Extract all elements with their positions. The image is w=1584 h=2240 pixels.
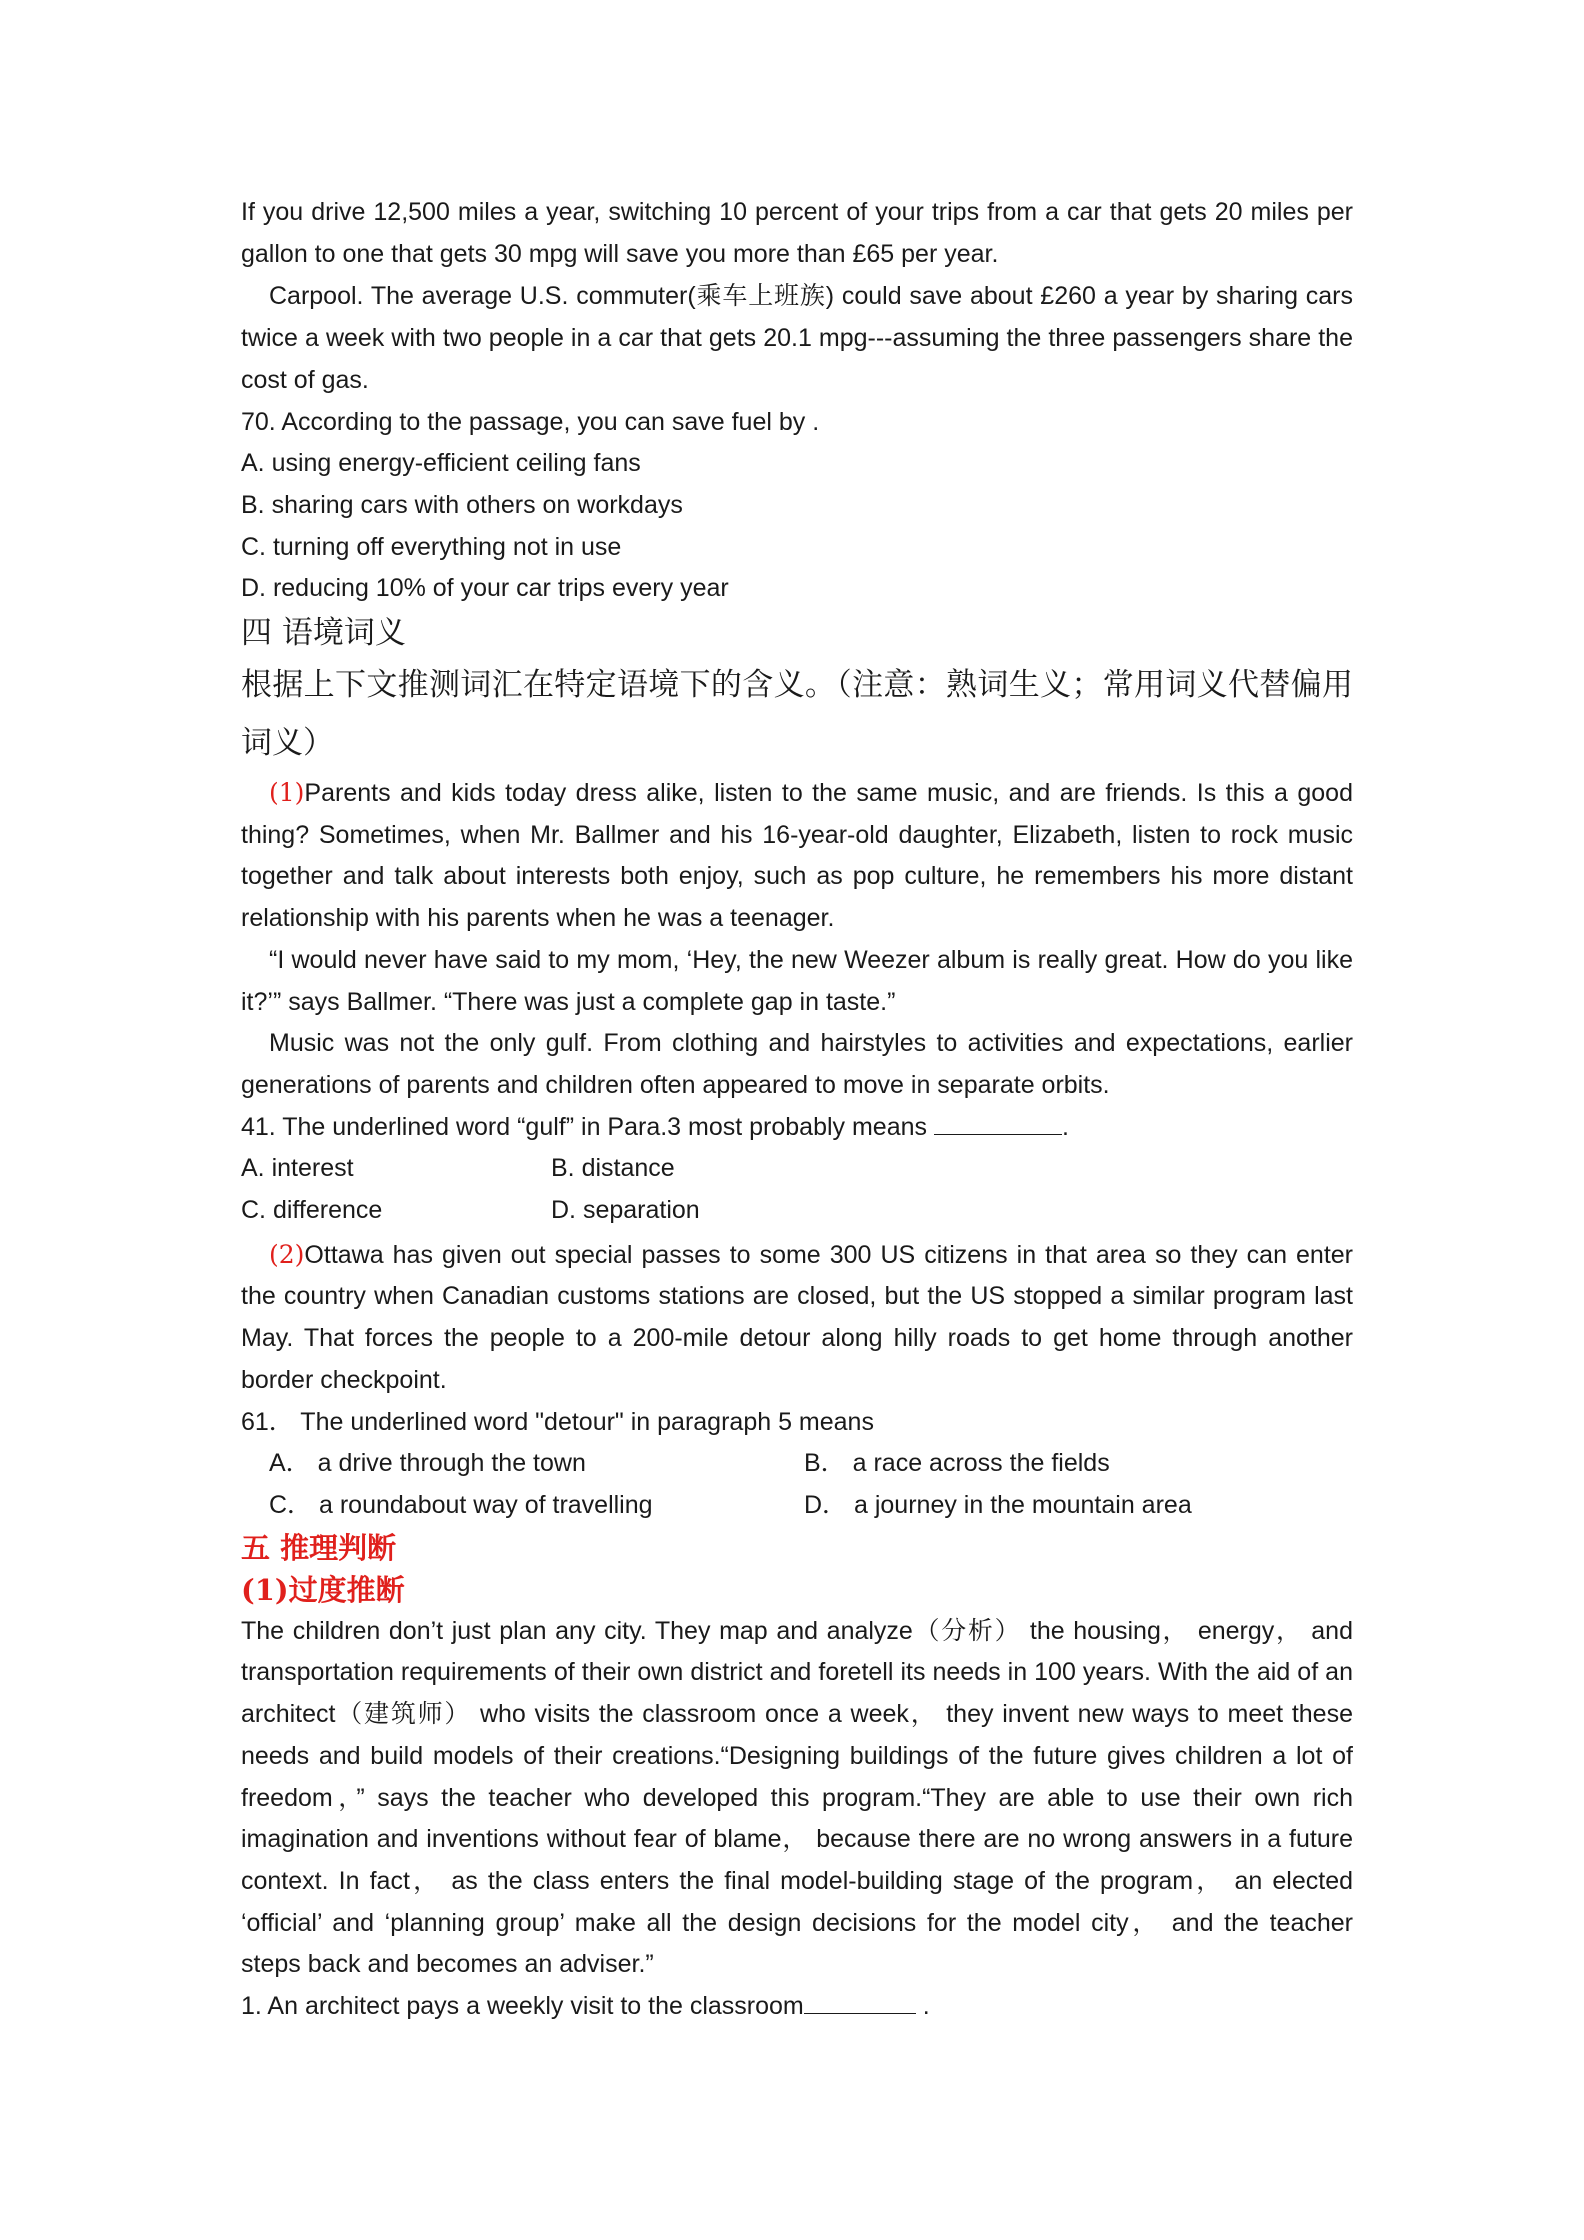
answer-blank <box>934 1112 1062 1135</box>
passage-2-marker: (2) <box>269 1239 305 1269</box>
question-41-option-c: C. difference <box>241 1196 383 1225</box>
question-70-option-b: B. sharing cars with others on workdays <box>241 490 683 519</box>
question-41-end: . <box>1061 1112 1069 1141</box>
question-41-options-row-1 <box>241 1148 1353 1190</box>
question-61-options-row-2 <box>241 1485 1353 1527</box>
answer-blank <box>804 1991 916 2014</box>
section-5-subtitle: (1)过度推断 <box>241 1572 405 1607</box>
question-61-option-d: D． a journey in the mountain area <box>804 1490 1192 1519</box>
question-61-option-b: B． a race across the fields <box>804 1449 1110 1478</box>
passage-2-text: Ottawa has given out special passes to some 300 US citizens in that area so they can enter the country when Canadian customs stations are closed, but the US stopped a similar program last May. That forces the people to a 200-mile detour along hilly roads to get home through another border checkpoint. <box>241 1240 1353 1394</box>
question-1-text: 1. An architect pays a weekly visit to the classroom <box>241 1992 804 2021</box>
question-41-text: 41. The underlined word “gulf” in Para.3 most probably means <box>241 1112 934 1141</box>
passage-1-paragraph-3: Music was not the only gulf. From clothing and hairstyles to activities and expectations, earlier generations of parents and children often appeared to move in separate orbits. <box>241 1029 1353 1099</box>
passage-3-paragraph: The children don’t just plan any city. They map and analyze（分析） the housing， energy， and transportation requirements of their own district and foretell its needs in 100 years. With the aid of an architect（建筑师） who visits the classroom once a week， they invent new ways to meet these needs and build models of their creations.“Designing buildings of the future gives children a lot of freedom，” says the teacher who developed this program.“They are able to use their own rich imagination and inventions without fear of blame， because there are no wrong answers in a future context. In fact， as the class enters the final model-building stage of the program， an elected ‘official’ and ‘planning group’ make all the design decisions for the model city， and the teacher steps back and becomes an adviser.” <box>241 1616 1353 1979</box>
question-41-option-d: D. separation <box>551 1196 700 1225</box>
fuel-paragraph: If you drive 12,500 miles a year, switching 10 percent of your trips from a car that gets 20 miles per gallon to one that gets 30 mpg will save you more than £65 per year. <box>241 198 1353 268</box>
question-41-option-b: B. distance <box>551 1154 675 1183</box>
passage-2-paragraph <box>241 1234 1353 1402</box>
question-41-options-row-2 <box>241 1190 1353 1232</box>
question-1-end: . <box>915 1992 930 2021</box>
question-1-stem <box>241 1986 1353 2028</box>
question-41-option-a: A. interest <box>241 1154 354 1183</box>
question-70-option-a: A. using energy-efficient ceiling fans <box>241 449 641 478</box>
question-61-options-row-1 <box>241 1443 1353 1485</box>
question-61-option-a: A． a drive through the town <box>269 1449 586 1478</box>
question-70-stem: 70. According to the passage, you can save fuel by . <box>241 407 820 436</box>
passage-1-paragraph-2: “I would never have said to my mom, ‘Hey, the new Weezer album is really great. How do you like it?’” says Ballmer. “There was just a complete gap in taste.” <box>241 945 1353 1016</box>
section-5-title: 五 推理判断 <box>241 1530 397 1565</box>
question-70-option-c: C. turning off everything not in use <box>241 532 622 561</box>
question-70-option-d: D. reducing 10% of your car trips every year <box>241 574 729 603</box>
carpool-text-start: Carpool. The average U.S. commuter( <box>269 282 696 311</box>
document-page <box>241 192 1353 2028</box>
section-4-instruction: 根据上下文推测词汇在特定语境下的含义。（注意：熟词生义；常用词义代替偏用词义） <box>241 667 1353 762</box>
passage-1-marker: (1) <box>269 778 305 808</box>
carpool-text-end: ) could save about £260 a year by sharing cars twice a week with two people in a car that gets 20.1 mpg---assuming the three passengers share the cost of gas. <box>241 282 1353 394</box>
passage-1-text: Parents and kids today dress alike, listen to the same music, and are friends. Is this a good thing? Sometimes, when Mr. Ballmer and his 16-year-old daughter, Elizabeth, listen to rock music together and talk about interests both enjoy, such as pop culture, he remembers his more distant relationship with his parents when he was a teenager. <box>241 779 1353 933</box>
question-61-stem: 61． The underlined word "detour" in paragraph 5 means <box>241 1407 874 1436</box>
passage-1-paragraph-1 <box>241 772 1353 940</box>
carpool-chinese-gloss: 乘车上班族 <box>695 281 826 311</box>
carpool-paragraph <box>241 275 1353 401</box>
question-41-stem <box>241 1107 1353 1149</box>
section-4-title: 四 语境词义 <box>241 615 406 652</box>
question-61-option-c: C． a roundabout way of travelling <box>269 1490 653 1519</box>
